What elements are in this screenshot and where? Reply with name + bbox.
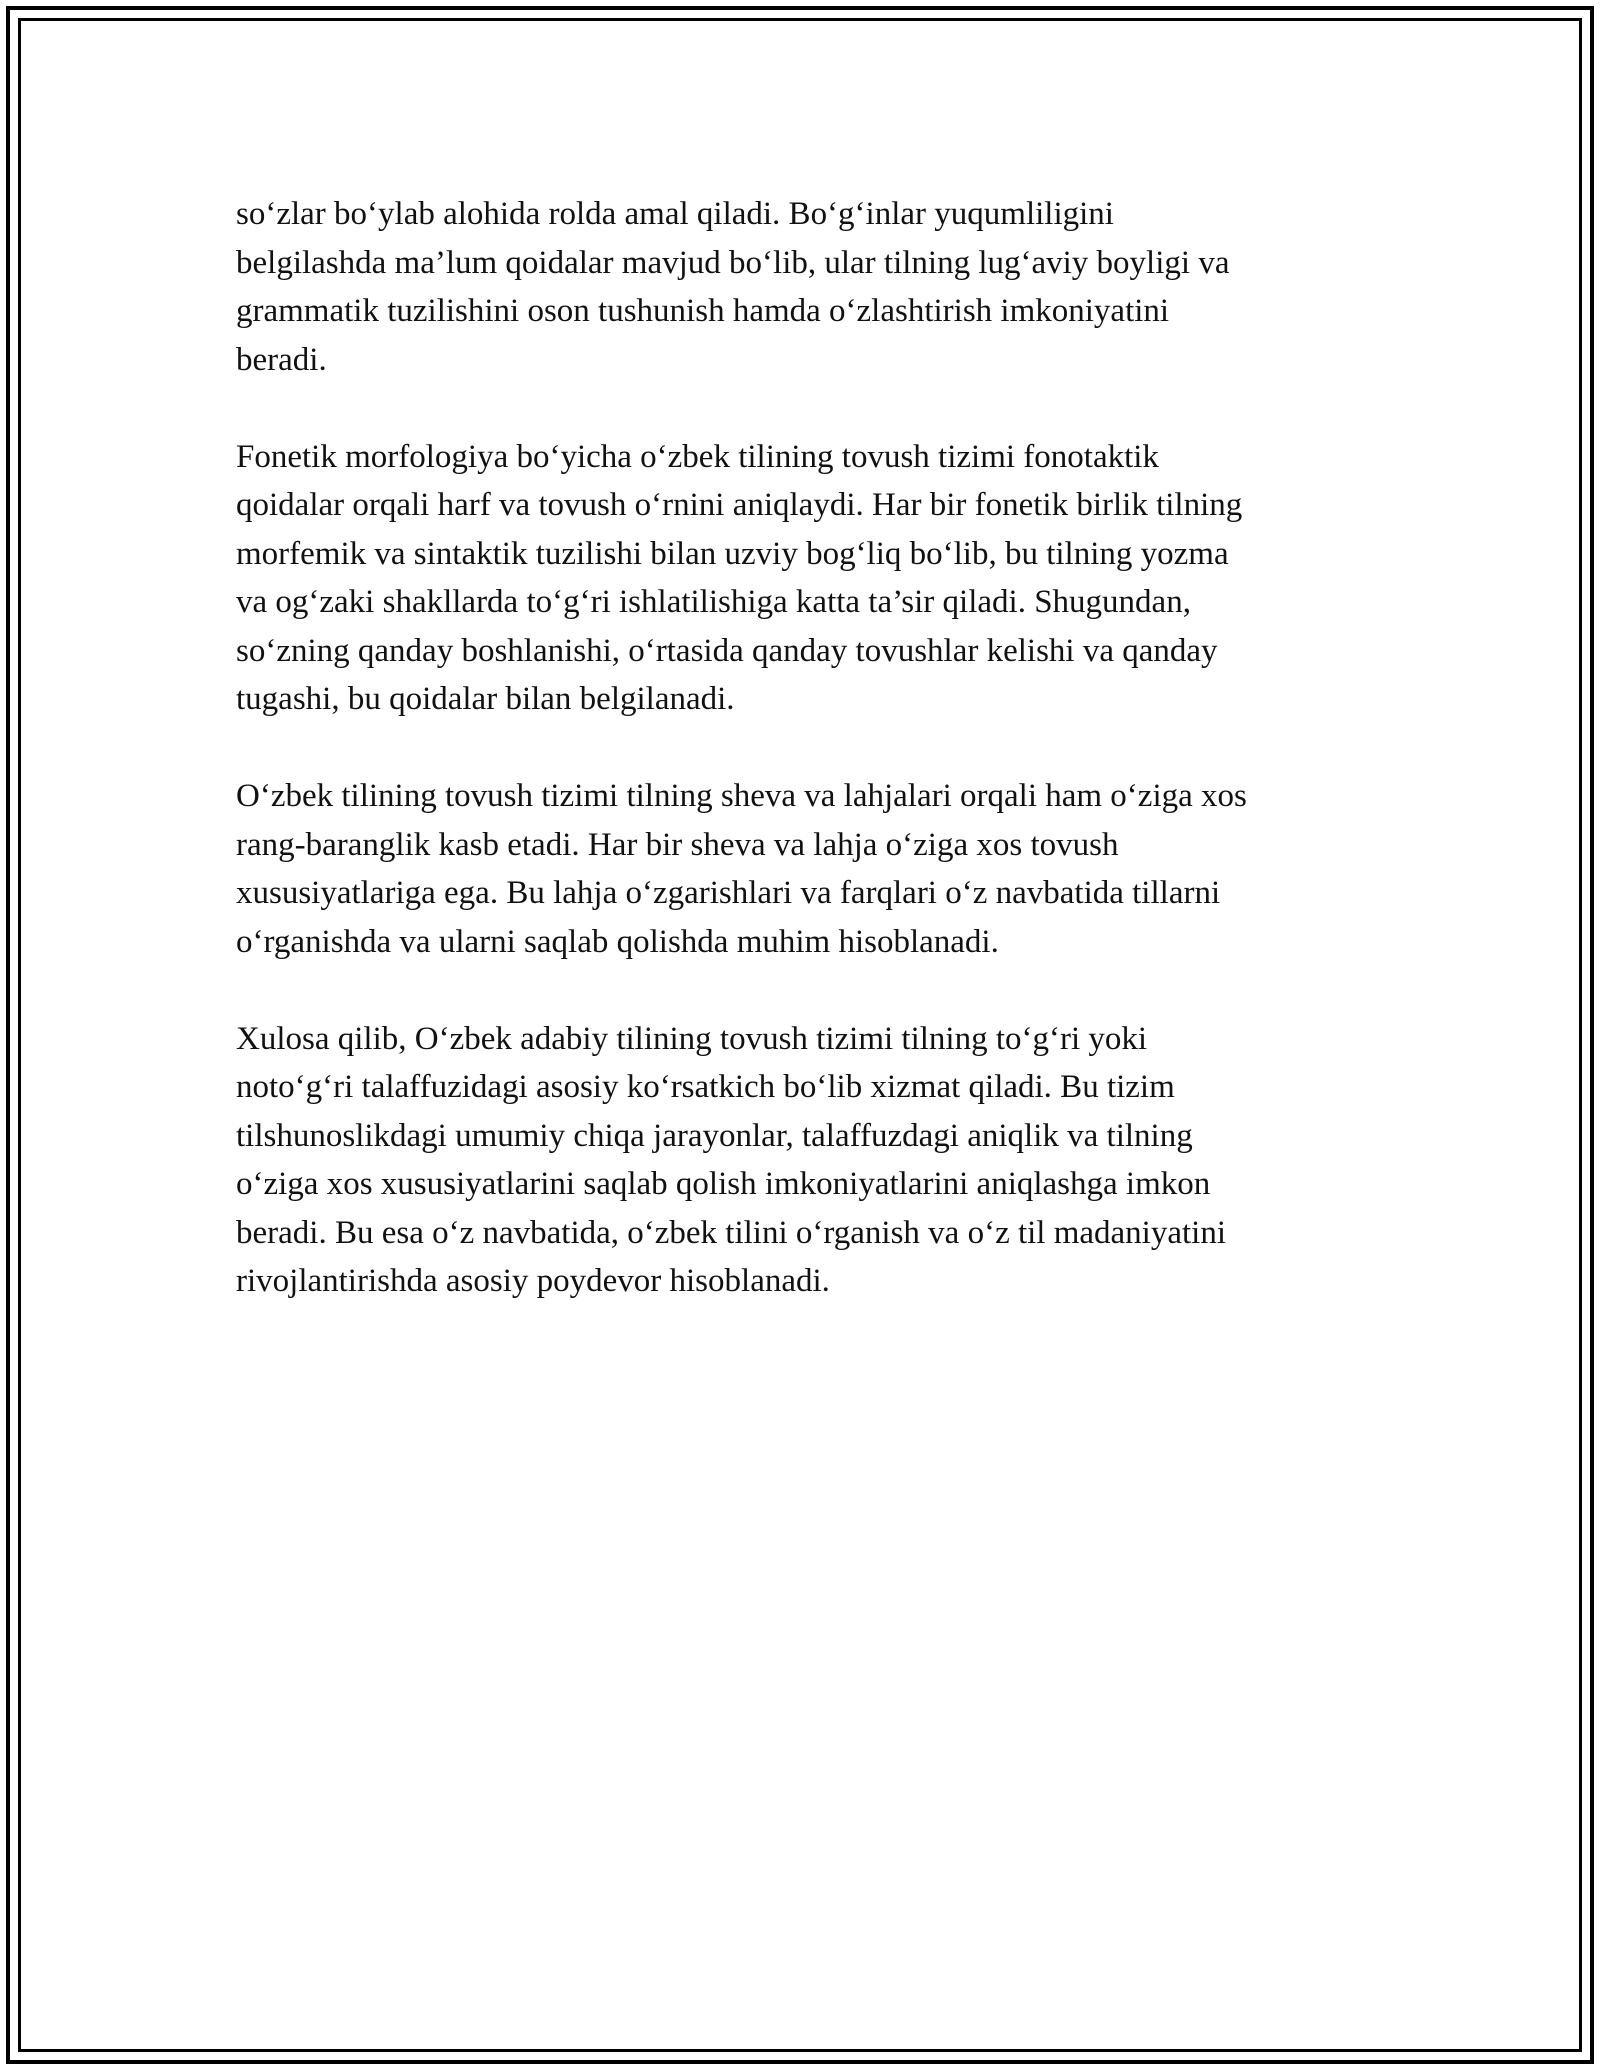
text-line: morfemik va sintaktik tuzilishi bilan uzviy bog‘liq bo‘lib, bu tilning yozma bbox=[236, 535, 1229, 572]
text-line: xususiyatlariga ega. Bu lahja o‘zgarishlari va farqlari o‘z navbatida tillarni bbox=[236, 875, 1221, 911]
paragraph-4 bbox=[236, 1015, 1366, 1306]
text-line: rivojlantirishda asosiy poydevor hisoblanadi. bbox=[236, 1263, 830, 1299]
text-line: grammatik tuzilishini oson tushunish hamda o‘zlashtirish imkoniyatini bbox=[236, 293, 1170, 329]
text-line: beradi. Bu esa o‘z navbatida, o‘zbek tilini o‘rganish va o‘z til madaniyatini bbox=[236, 1214, 1226, 1251]
text-line: belgilashda ma’lum qoidalar mavjud bo‘lib, ular tilning lug‘aviy boyligi va bbox=[236, 244, 1230, 281]
text-line: va og‘zaki shakllarda to‘g‘ri ishlatilishiga katta ta’sir qiladi. Shugundan, bbox=[236, 584, 1191, 620]
text-line: rang-baranglik kasb etadi. Har bir sheva va lahja o‘ziga xos tovush bbox=[236, 826, 1119, 863]
text-line: beradi. bbox=[236, 341, 327, 378]
text-line: Xulosa qilib, O‘zbek adabiy tilining tovush tizimi tilning to‘g‘ri yoki bbox=[236, 1020, 1148, 1057]
text-line: noto‘g‘ri talaffuzidagi asosiy ko‘rsatkich bo‘lib xizmat qiladi. Bu tizim bbox=[236, 1069, 1175, 1105]
text-line: so‘zlar bo‘ylab alohida rolda amal qiladi. Bo‘g‘inlar yuqumliligini bbox=[236, 196, 1114, 232]
paragraph-2 bbox=[236, 433, 1366, 724]
text-line: Fonetik morfologiya bo‘yicha o‘zbek tilining tovush tizimi fonotaktik bbox=[236, 438, 1159, 475]
text-line: qoidalar orqali harf va tovush o‘rnini aniqlaydi. Har bir fonetik birlik tilning bbox=[236, 487, 1243, 523]
text-line: O‘zbek tilining tovush tizimi tilning sheva va lahjalari orqali ham o‘ziga xos bbox=[236, 778, 1247, 814]
text-line: so‘zning qanday boshlanishi, o‘rtasida qanday tovushlar kelishi va qanday bbox=[236, 632, 1218, 669]
text-line: o‘ziga xos xususiyatlarini saqlab qolish imkoniyatlarini aniqlashga imkon bbox=[236, 1166, 1211, 1202]
text-line: o‘rganishda va ularni saqlab qolishda muhim hisoblanadi. bbox=[236, 923, 999, 960]
paragraph-1 bbox=[236, 190, 1366, 384]
paragraph-3 bbox=[236, 772, 1366, 966]
document-body bbox=[236, 190, 1366, 1354]
text-line: tilshunoslikdagi umumiy chiqa jarayonlar, talaffuzdagi aniqlik va tilning bbox=[236, 1117, 1193, 1154]
text-line: tugashi, bu qoidalar bilan belgilanadi. bbox=[236, 681, 735, 717]
